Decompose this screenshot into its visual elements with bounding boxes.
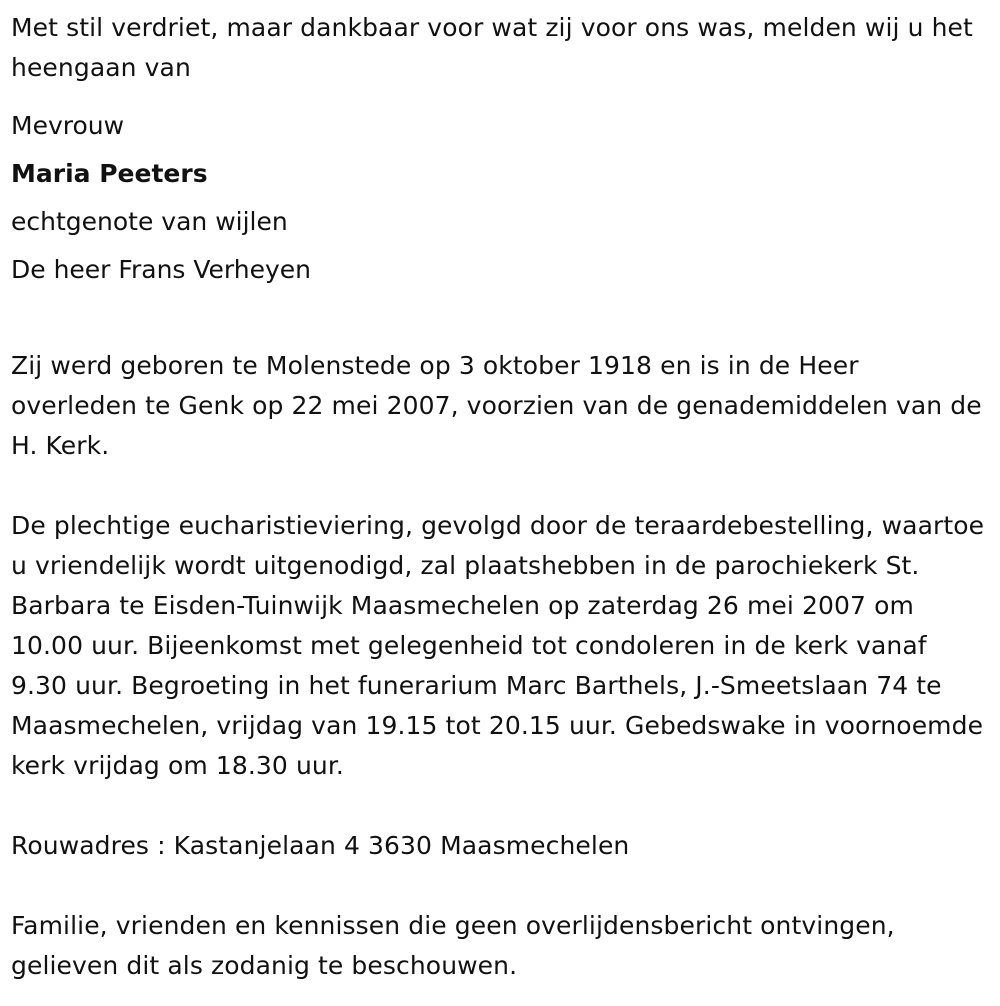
deceased-block (11, 102, 988, 294)
deceased-name: Maria Peeters (11, 159, 208, 188)
honorific: Mevrouw (11, 111, 125, 140)
birth-death-paragraph: Zij werd geboren te Molenstede op 3 oktober 1918 en is in de Heer overleden te Genk op 22 mei 2007, voorzien van de genademiddelen van de H. Kerk. (11, 351, 982, 460)
closing-paragraph: Familie, vrienden en kennissen die geen overlijdensbericht ontvingen, gelieven dit als zodanig te beschouwen. (11, 911, 895, 980)
address-line: Rouwadres : Kastanjelaan 4 3630 Maasmechelen (11, 831, 630, 860)
relation-text: echtgenote van wijlen (11, 207, 288, 236)
ceremony-paragraph: De plechtige eucharistieviering, gevolgd door de teraardebestelling, waartoe u vriendelijk wordt uitgenodigd, zal plaatshebben in de parochiekerk St. Barbara te Eisden-Tuinwijk Maasmechelen op zaterdag 26 mei 2007 om 10.00 uur. Bijeenkomst met gelegenheid tot condoleren in de kerk vanaf 9.30 uur. Begroeting in het funerarium Marc Barthels, J.-Smeetslaan 74 te Maasmechelen, vrijdag van 19.15 tot 20.15 uur. Gebedswake in voornoemde kerk vrijdag om 18.30 uur. (11, 511, 985, 780)
spouse-name: De heer Frans Verheyen (11, 255, 312, 284)
intro-paragraph: Met stil verdriet, maar dankbaar voor wat zij voor ons was, melden wij u het heengaan van (11, 13, 973, 82)
